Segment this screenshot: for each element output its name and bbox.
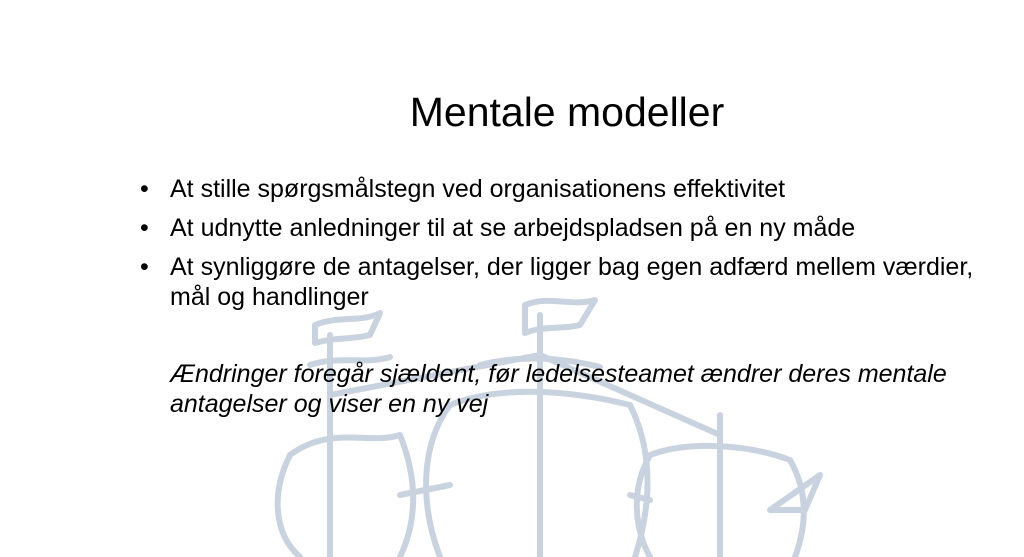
- slide-title: Mentale modeller: [409, 89, 725, 135]
- bullet-text: At synliggøre de antagelser, der ligger bag egen adfærd mellem værdier, mål og handlinger: [170, 253, 974, 311]
- bullet-text: At stille spørgsmålstegn ved organisationens effektivitet: [170, 175, 786, 203]
- bullet-marker: •: [140, 214, 149, 242]
- bullet-text: At udnytte anledninger til at se arbejdspladsen på en ny måde: [170, 214, 856, 242]
- bullet-list: [140, 174, 1010, 321]
- bullet-item: [140, 213, 1010, 243]
- sailing-ship-watermark-icon: [250, 295, 850, 557]
- bullet-marker: •: [140, 253, 149, 281]
- bullet-item: [140, 174, 1010, 204]
- bullet-item: [140, 252, 1010, 312]
- italic-note: Ændringer foregår sjældent, før ledelsesteamet ændrer deres mentale antagelser og viser en ny vej: [170, 360, 947, 418]
- bullet-marker: •: [140, 175, 149, 203]
